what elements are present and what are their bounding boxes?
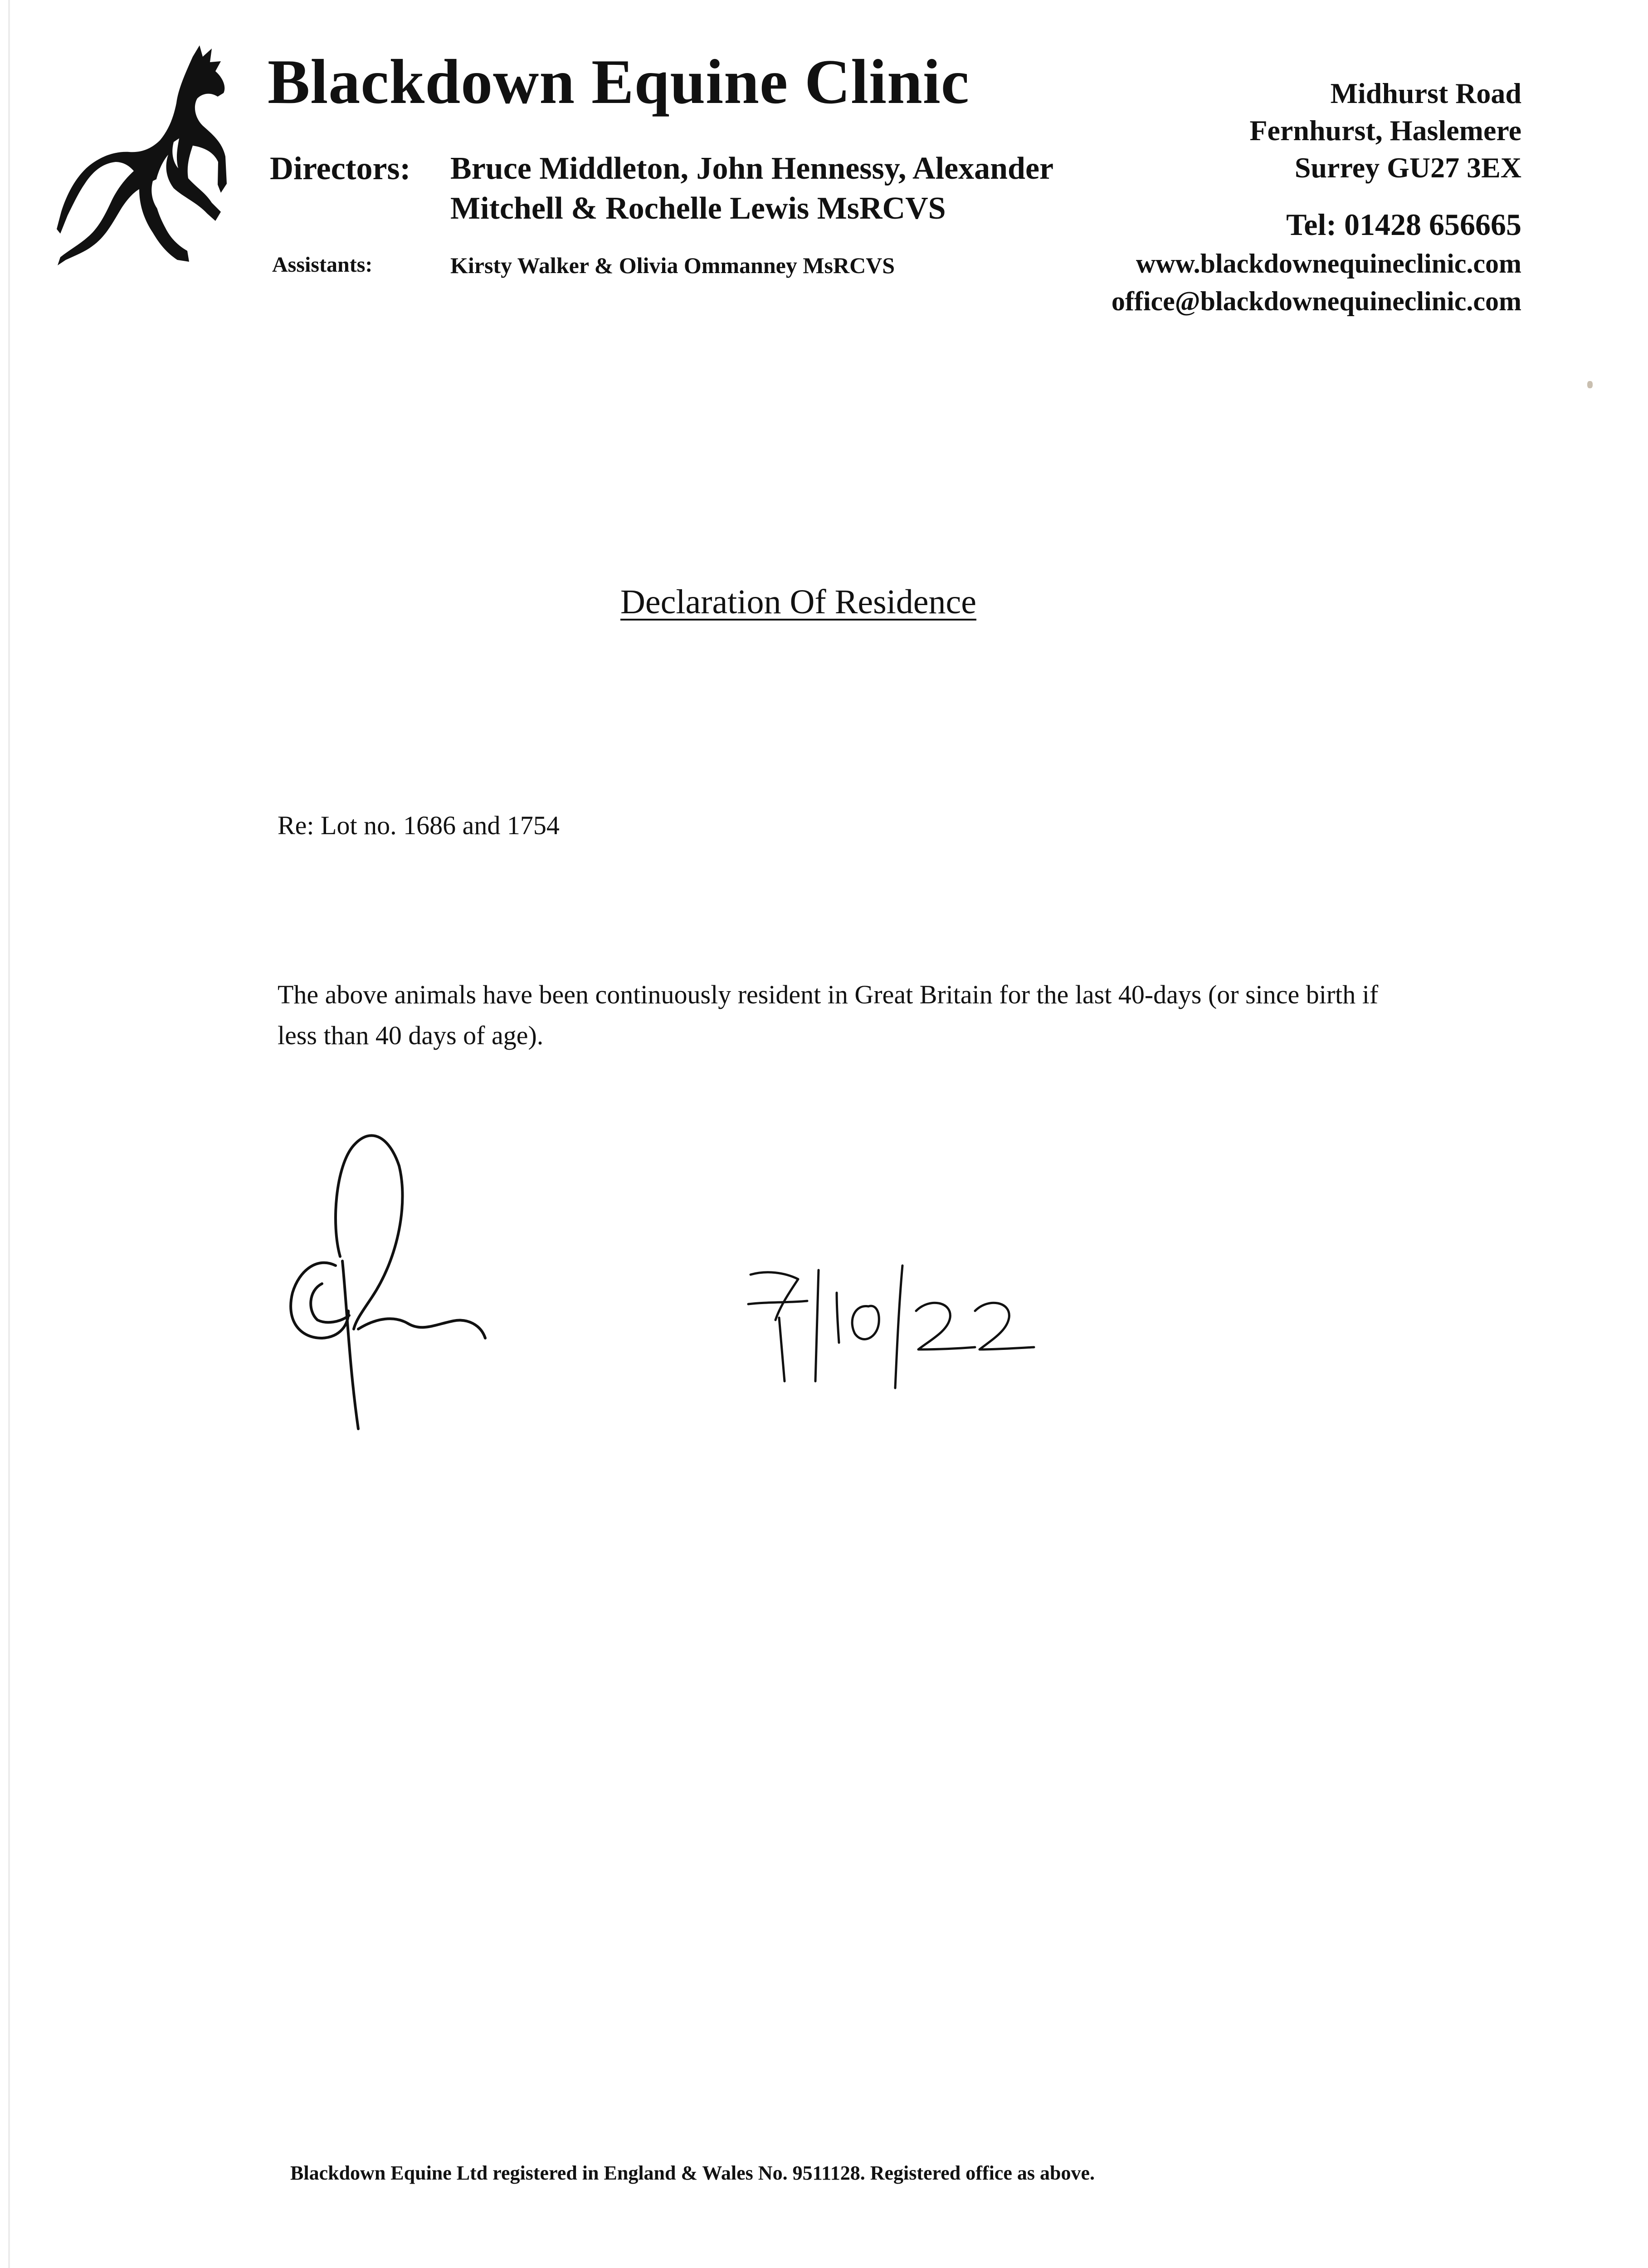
company-registration-footer: Blackdown Equine Ltd registered in England & Wales No. 9511128. Registered office as above. xyxy=(290,2162,1095,2184)
clinic-name: Blackdown Equine Clinic xyxy=(268,47,970,117)
directors-label: Directors: xyxy=(270,150,411,186)
website: www.blackdownequineclinic.com xyxy=(1136,249,1521,279)
address-line2: Fernhurst, Haslemere xyxy=(1249,114,1521,147)
handwritten-date xyxy=(739,1261,1039,1397)
lot-reference: Re: Lot no. 1686 and 1754 xyxy=(278,811,560,840)
assistants-label: Assistants: xyxy=(272,253,373,277)
email: office@blackdownequineclinic.com xyxy=(1111,286,1521,316)
directors-names-line2: Mitchell & Rochelle Lewis MsRCVS xyxy=(450,191,946,226)
handwritten-signature xyxy=(272,1111,617,1447)
telephone: Tel: 01428 656665 xyxy=(1286,207,1521,242)
assistants-names: Kirsty Walker & Olivia Ommanney MsRCVS xyxy=(450,253,895,278)
address-line3: Surrey GU27 3EX xyxy=(1294,152,1521,184)
document-title: Declaration Of Residence xyxy=(620,583,976,621)
address-line1: Midhurst Road xyxy=(1330,77,1521,109)
page-edge xyxy=(8,0,10,2268)
scan-speck xyxy=(1587,381,1593,388)
directors-names-line1: Bruce Middleton, John Hennessy, Alexander xyxy=(450,151,1054,186)
declaration-text: The above animals have been continuously resident in Great Britain for the last 40-days (or since birth if less than 40 days of age). xyxy=(278,980,1379,1050)
rearing-horse-icon xyxy=(43,43,229,270)
